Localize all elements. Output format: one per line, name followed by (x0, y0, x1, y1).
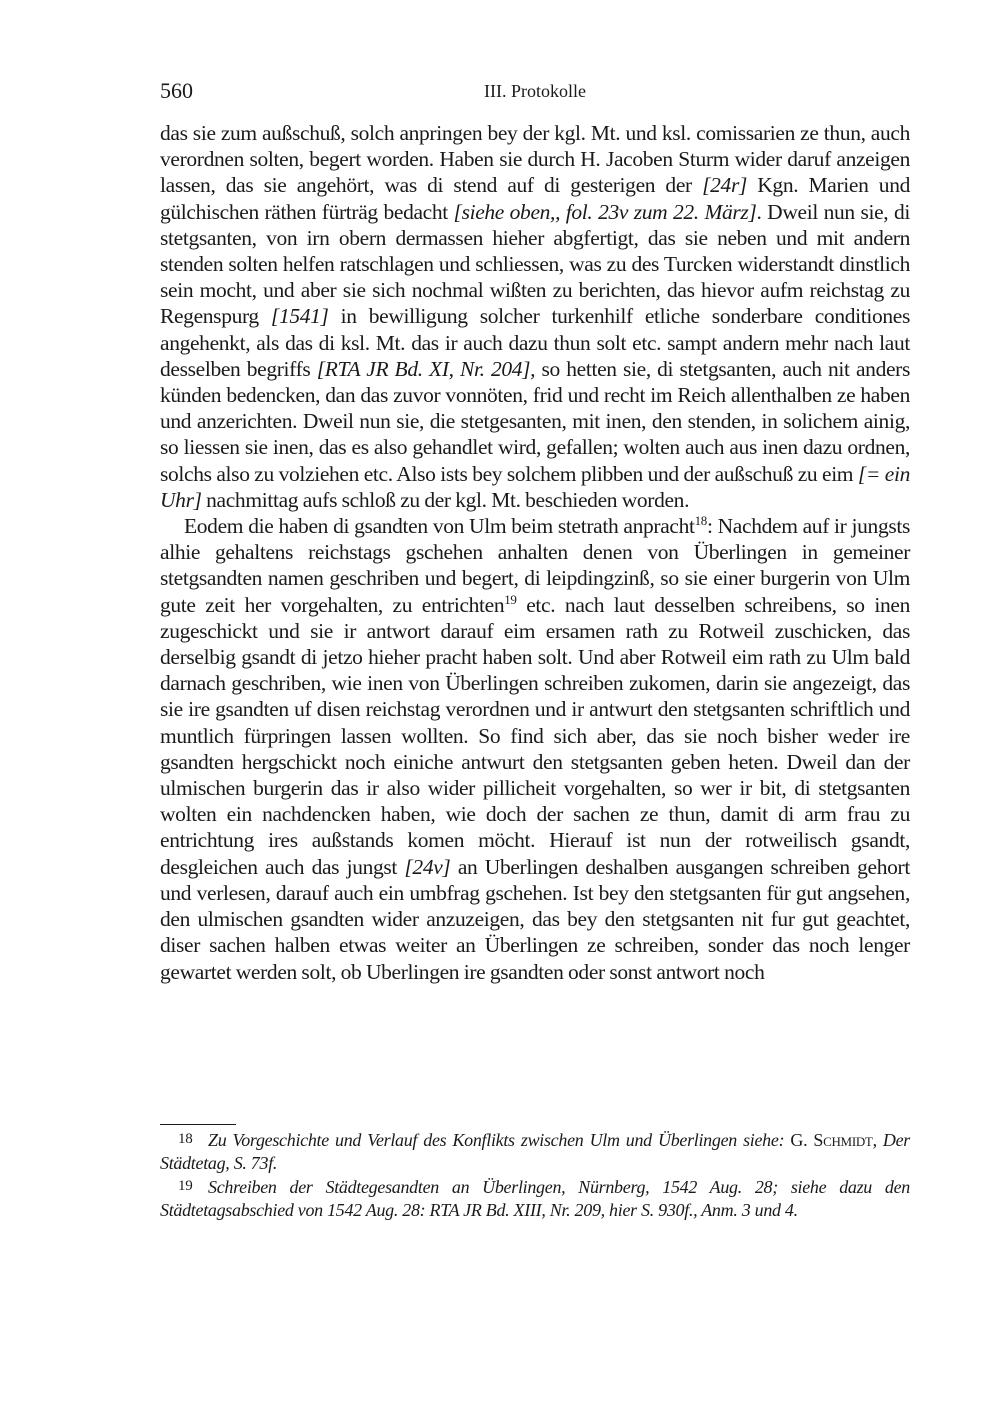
page-header (160, 78, 910, 108)
running-head: III. Protokolle (484, 81, 586, 101)
footnote-number: 18 (178, 1131, 193, 1147)
paragraph-2 (160, 513, 910, 985)
footnote-number: 19 (178, 1178, 193, 1194)
text-span: an Uberlingen deshalben ausgangen schreiben gehort und verlesen, darauf auch ein umbfrag gschehen. Ist bey den stetgsanten für gut angsehen, den ulmischen gsandten wider anzuzeigen, das bey den stetgsanten nit fur gut geachtet, diser sachen halben etwas weiter an Überlingen ze schreiben, sonder das noch lenger gewartet werden solt, ob Uberlingen ire gsandten oder sonst antwort noch (160, 854, 910, 984)
footnote-ref-19[interactable]: 19 (504, 591, 517, 607)
text-span: so hetten sie, di stetgsanten, auch nit anders künden bedencken, dan das zuvor vonnöten, frid und recht im Reich allenthalben ze haben und anzerichten. Dweil nun sie, die stetgesanten, mit inen, den stenden, in solichem ainig, so liessen sie inen, das es also gehandlet wird, gefallen; wolten auch aus inen dazu ordnen, solchs also zu volziehen etc. Also ists bey solchem plibben und der außschuß zu eim (160, 356, 910, 486)
footnote-18 (160, 1128, 910, 1175)
author-name: Schmidt (813, 1130, 873, 1150)
text-span: . Dweil nun sie, di stetgsanten, von irn obern dermassen hieher abgfertigt, das sie neben und mit andern stenden solten helfen ratschlagen und schliessen, was zu des Turcken widerstandt dinstlich sein mocht, und aber sie sich nochmal wißten zu berichten, das hievor aufm reichstag zu Regenspurg (160, 199, 910, 329)
editorial-note: [= ein Uhr] (160, 461, 911, 512)
body-text (160, 120, 910, 985)
footnote-text: Schreiben der Städtegesandten an Überlingen, Nürnberg, 1542 Aug. 28; siehe dazu den Städtetagsabschied von 1542 Aug. 28: RTA JR Bd. XIII, Nr. 209, hier S. 930f., Anm. 3 und 4. (160, 1177, 910, 1220)
text-span: etc. nach laut desselben schreibens, so inen zugeschickt und sie ir antwort darauf eim ersamen rath zu Rotweil zuschicken, das derselbig gsandt di jetzo hieher pracht haben solt. Und aber Rotweil eim rath zu Ulm bald darnach geschriben, wie inen von Überlingen schreiben zukomen, darin sie angezeigt, das sie ire gsandten uf disen reichstag verordnen und ir antwurt den stetgsanten schriftlich und muntlich fürpringen lassen wollten. So find sich aber, das sie noch bisher weder ire gsandten hergschickt noch einiche antwurt den stetgsanten geben heten. Dweil dan der ulmischen burgerin das ir also wider pillicheit vorgehalten, so wer ir bit, di stetgsanten wolten ein nachdencken haben, wie doch der sachen ze thun, damit di arm frau zu entrichtung ires außstands komen möcht. Hierauf ist nun der rotweilisch gsandt, desgleichen auch das jungst (160, 592, 910, 879)
page-number: 560 (160, 78, 193, 103)
editorial-note: [siehe oben,, fol. 23v zum 22. März] (453, 199, 757, 224)
text-span: nachmittag aufs schloß zu der kgl. Mt. beschieden worden. (201, 487, 690, 512)
footnotes (160, 1128, 910, 1222)
footnote-divider (160, 1124, 236, 1125)
footnote-text: G. (784, 1130, 814, 1150)
folio-marker: [24r] (702, 173, 747, 198)
footnote-19 (160, 1175, 910, 1222)
folio-marker: [24v] (404, 854, 451, 879)
text-span: Eodem die haben di gsandten von Ulm beim stetrath anpracht (184, 514, 695, 539)
footnote-ref-18[interactable]: 18 (694, 513, 707, 529)
editorial-note: [1541] (270, 304, 329, 329)
paragraph-1 (160, 120, 910, 513)
footnote-title: Der Städtetag, S. 73f. (160, 1130, 910, 1173)
text-span: : Nachdem auf ir jungsts alhie gehaltens reichstags gschehen anhalten denen von Überlingen in gemeiner stetgsandten namen geschriben und begert, di leipdingzinß, so sie einer burgerin von Ulm gute zeit her vorgehalten, zu entrichten (160, 514, 911, 617)
text-span: das sie zum außschuß, solch anpringen bey der kgl. Mt. und ksl. comissarien ze thun, auch verordnen solten, begert worden. Haben sie durch H. Jacoben Sturm wider daruf anzeigen lassen, das sie angehört, was di stend auf di gesterigen der (160, 121, 910, 198)
page (160, 78, 910, 985)
editorial-reference: [RTA JR Bd. XI, Nr. 204], (316, 356, 536, 381)
footnote-text: , (872, 1130, 883, 1150)
footnote-text: Zu Vorgeschichte und Verlauf des Konflikts zwischen Ulm und Überlingen siehe: (208, 1130, 785, 1150)
text-span: in bewilligung solcher turkenhilf etliche sonderbare conditiones angehenkt, als das di ksl. Mt. das ir auch dazu thun solt etc. sampt andern mehr nach laut desselben begriffs (160, 304, 910, 381)
text-span: Kgn. Marien und gülchischen räthen fürträg bedacht (160, 173, 910, 224)
